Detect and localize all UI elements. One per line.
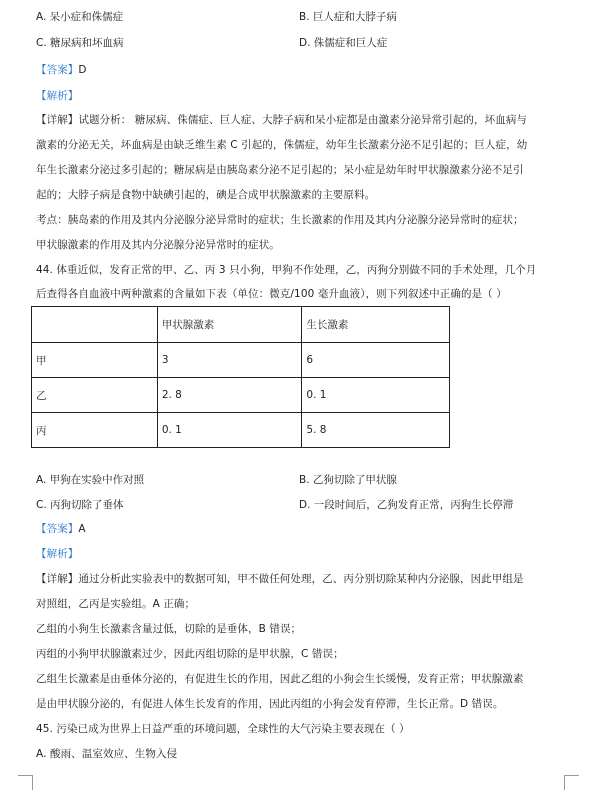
table-cell: 5. 8 xyxy=(302,413,450,448)
q45-stem: 45. 污染已成为世界上日益严重的环境问题，全球性的大气污染主要表现在（ ） xyxy=(36,723,410,735)
table-row xyxy=(32,413,450,448)
table-header-cell: 甲状腺激素 xyxy=(157,307,302,343)
q44-answer-value: A xyxy=(78,523,86,535)
q43-option-c: C. 糖尿病和坏血病 xyxy=(36,37,124,49)
q44-answer xyxy=(36,522,566,536)
table-row xyxy=(32,378,450,413)
table-header-row xyxy=(32,307,450,343)
table-cell: 甲 xyxy=(32,343,158,378)
table-header-cell xyxy=(32,307,158,343)
q43-kaodian-line: 甲状腺激素的作用及其内分泌腺分泌异常时的症状。 xyxy=(36,239,280,251)
q44-stem-line: 后查得各自血液中两种激素的含量如下表（单位：微克/100 毫升血液），则下列叙述中正确的是（ ） xyxy=(36,288,507,300)
q43-option-a: A. 呆小症和侏儒症 xyxy=(36,11,124,23)
q44-detail-line: 是由甲状腺分泌的，有促进人体生长发育的作用，因此丙组的小狗会发育停滞，生长正常。D 错误。 xyxy=(36,698,504,710)
q44-answer-tag: 【答案】 xyxy=(36,523,79,535)
q43-detail-line: 激素的分泌无关，坏血病是由缺乏维生素 C 引起的，侏儒症，幼年生长激素分泌不足引起的；巨人症，幼 xyxy=(36,139,528,151)
q43-answer-tag: 【答案】 xyxy=(36,64,79,76)
q44-detail-line: 对照组，乙丙是实验组。A 正确； xyxy=(36,598,196,610)
table-cell: 丙 xyxy=(32,413,158,448)
table-cell: 2. 8 xyxy=(157,378,302,413)
q44-detail-line: 丙组的小狗甲状腺激素过少，因此丙组切除的是甲状腺，C 错误； xyxy=(36,648,344,660)
table-row xyxy=(32,343,450,378)
table-header-cell: 生长激素 xyxy=(302,307,450,343)
q43-answer-value: D xyxy=(78,64,87,76)
crop-mark-bottom-right xyxy=(564,775,579,790)
q44-option-b: B. 乙狗切除了甲状腺 xyxy=(299,474,397,486)
q44-option-a: A. 甲狗在实验中作对照 xyxy=(36,474,145,486)
q43-option-d: D. 侏儒症和巨人症 xyxy=(299,37,388,49)
table-cell: 3 xyxy=(157,343,302,378)
q45-option-a: A. 酸雨、温室效应、生物入侵 xyxy=(36,748,178,760)
q43-detail-line: 【详解】试题分析： 糖尿病、侏儒症、巨人症、大脖子病和呆小症都是由激素分泌异常引起的，坏血病与 xyxy=(36,114,528,126)
q44-analysis-tag: 【解析】 xyxy=(36,548,79,560)
q44-option-d: D. 一段时间后，乙狗发育正常，丙狗生长停滞 xyxy=(299,499,514,511)
q43-kaodian-line: 考点：胰岛素的作用及其内分泌腺分泌异常时的症状；生长激素的作用及其内分泌腺分泌异常时的症状； xyxy=(36,214,524,226)
q44-detail-line: 乙组生长激素是由垂体分泌的，有促进生长的作用，因此乙组的小狗会生长缓慢，发育正常；甲状腺激素 xyxy=(36,673,524,685)
q43-analysis-tag: 【解析】 xyxy=(36,90,79,102)
q43-detail-line: 年生长激素分泌过多引起的；糖尿病是由胰岛素分泌不足引起的；呆小症是幼年时甲状腺激素分泌不足引 xyxy=(36,164,524,176)
q44-stem-line: 44. 体重近似，发育正常的甲、乙、丙 3 只小狗，甲狗不作处理，乙，丙狗分别做不同的手术处理，几个月 xyxy=(36,264,537,276)
table-cell: 乙 xyxy=(32,378,158,413)
hormone-table xyxy=(31,306,450,448)
table-cell: 6 xyxy=(302,343,450,378)
table-cell: 0. 1 xyxy=(157,413,302,448)
q43-detail-line: 起的；大脖子病是食物中缺碘引起的，碘是合成甲状腺激素的主要原料。 xyxy=(36,189,376,201)
crop-mark-bottom-left xyxy=(18,775,33,790)
q43-answer xyxy=(36,63,566,77)
q44-detail-line: 乙组的小狗生长激素含量过低，切除的是垂体，B 错误； xyxy=(36,623,302,635)
q43-option-b: B. 巨人症和大脖子病 xyxy=(299,11,397,23)
q44-option-c: C. 丙狗切除了垂体 xyxy=(36,499,124,511)
q44-detail-line: 【详解】通过分析此实验表中的数据可知，甲不做任何处理，乙、丙分别切除某种内分泌腺，因此甲组是 xyxy=(36,573,524,585)
table-cell: 0. 1 xyxy=(302,378,450,413)
